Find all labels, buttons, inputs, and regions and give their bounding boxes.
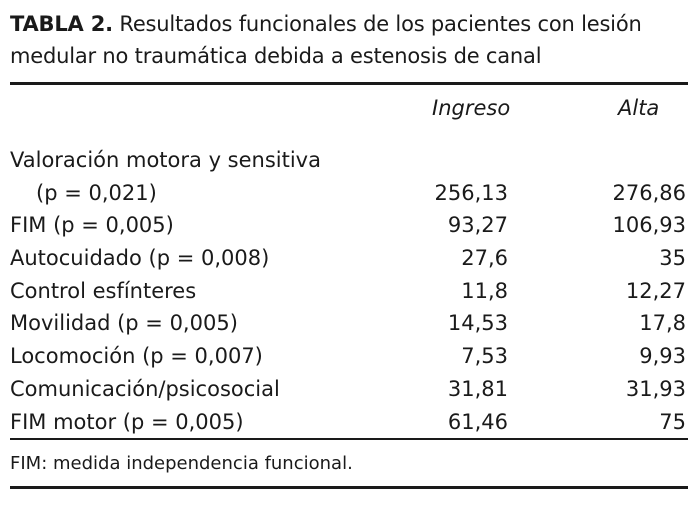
ingreso-value: 61,46 <box>447 409 508 434</box>
row-label: Autocuidado (p = 0,008) <box>10 246 270 271</box>
row-label: FIM motor (p = 0,005) <box>10 409 244 434</box>
ingreso-value: 7,53 <box>461 344 508 369</box>
table-row <box>0 144 700 177</box>
alta-value: 106,93 <box>612 213 686 238</box>
ingreso-value: 93,27 <box>447 213 508 238</box>
table-row <box>0 307 700 340</box>
alta-value: 276,86 <box>612 180 686 205</box>
bottom-table-rule <box>10 438 688 440</box>
alta-value: 12,27 <box>625 278 686 303</box>
table-number: TABLA 2. <box>10 12 113 36</box>
table-caption <box>10 8 690 72</box>
table-row <box>0 242 700 275</box>
row-label: Valoración motora y sensitiva <box>10 148 321 172</box>
row-label: Locomoción (p = 0,007) <box>10 344 263 369</box>
row-label: Comunicación/psicosocial <box>10 376 280 401</box>
row-label: Movilidad (p = 0,005) <box>10 311 238 336</box>
ingreso-value: 14,53 <box>447 311 508 336</box>
footer-rule <box>10 486 688 489</box>
table-row <box>0 209 700 242</box>
table-row <box>0 373 700 406</box>
column-header-alta: Alta <box>618 96 660 120</box>
alta-value: 31,93 <box>625 376 686 401</box>
ingreso-value: 31,81 <box>447 376 508 401</box>
ingreso-value: 11,8 <box>461 278 508 303</box>
row-label: Control esfínteres <box>10 278 197 303</box>
table-title: Resultados funcionales de los pacientes con lesión medular no traumática debida a estenosis de canal <box>10 12 642 68</box>
column-header-ingreso: Ingreso <box>432 96 511 120</box>
alta-value: 35 <box>659 246 686 271</box>
table-row <box>0 406 700 439</box>
ingreso-value: 27,6 <box>461 246 508 271</box>
table-row <box>0 340 700 373</box>
top-rule <box>10 82 688 85</box>
table-footnote: FIM: medida independencia funcional. <box>10 453 353 474</box>
row-label: (p = 0,021) <box>36 180 157 205</box>
row-label: FIM (p = 0,005) <box>10 213 174 238</box>
alta-value: 17,8 <box>639 311 686 336</box>
table-row <box>0 177 700 210</box>
alta-value: 9,93 <box>639 344 686 369</box>
ingreso-value: 256,13 <box>434 180 508 205</box>
table-body <box>0 144 700 438</box>
alta-value: 75 <box>659 409 686 434</box>
table-row <box>0 275 700 308</box>
